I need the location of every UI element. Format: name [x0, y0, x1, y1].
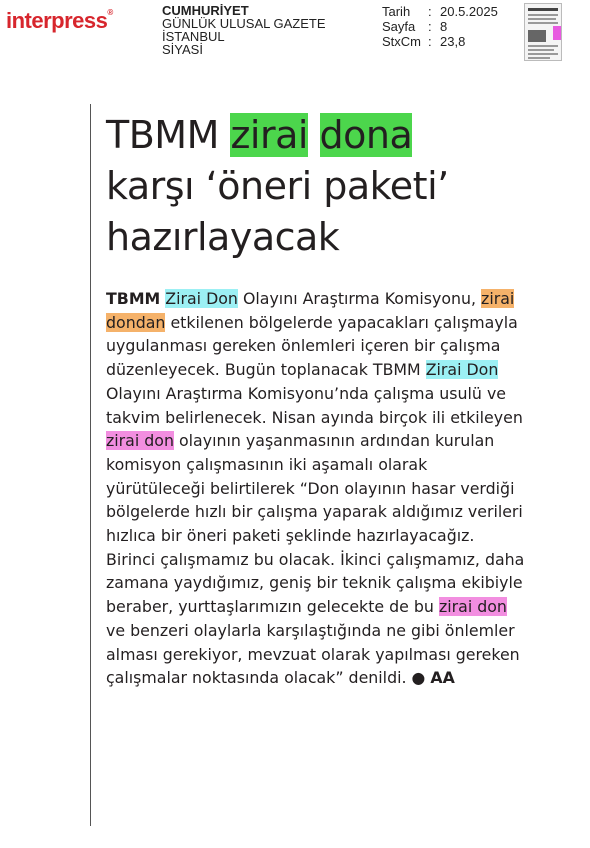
colon: : — [428, 34, 432, 49]
colon: : — [428, 4, 432, 19]
publication-city: İSTANBUL — [162, 29, 225, 44]
source-credit: AA — [430, 668, 455, 688]
date-row — [382, 4, 510, 19]
headline-space — [308, 113, 320, 157]
page-row — [382, 19, 510, 34]
body-text: Olayını Araştırma Komisyonu’nda çalışma usulü ve takvim belirlenecek. Nisan ayında birçok ili etkileyen — [106, 383, 523, 427]
lead-word: TBMM — [106, 289, 161, 308]
headline-line-3: hazırlayacak — [106, 215, 340, 259]
size-label: StxCm — [382, 34, 421, 49]
keyword-highlight: Zirai Don — [425, 360, 499, 380]
body-text: ve benzeri olaylarla karşılaştığında ne gibi önlemler alması gerekiyor, mevzuat olarak yapılması gereken çalışmalar noktasında olacak” denildi. — [106, 620, 520, 688]
body-text: Olayını Araştırma Komisyonu, — [237, 289, 482, 308]
bullet-icon: ● — [411, 668, 426, 688]
article-body — [106, 287, 526, 690]
size-value: 23,8 — [440, 34, 466, 49]
headline-part: TBMM — [106, 113, 231, 157]
headline-highlight: dona — [319, 113, 413, 157]
publication-category: SİYASİ — [162, 42, 203, 57]
column-rule — [90, 104, 91, 826]
date-value: 20.5.2025 — [440, 4, 498, 19]
headline-highlight: zirai — [230, 113, 308, 157]
publication-name: CUMHURİYET — [162, 3, 249, 18]
keyword-highlight: zirai dondan — [106, 289, 515, 332]
logo-text: interpress — [6, 8, 108, 33]
keyword-highlight: zirai don — [438, 597, 507, 617]
page-value: 8 — [440, 19, 448, 34]
keyword-highlight: zirai don — [106, 431, 174, 451]
publication-info — [162, 4, 326, 56]
body-text: etkilenen bölgelerde yapacakları çalışmayla uygulanması gereken önlemleri içeren bir çalışma düzenleyecek. Bugün toplanacak TBMM — [106, 312, 518, 380]
body-text: olayının yaşanmasının ardından kurulan komisyon çalışmasının iki aşamalı olarak yürütüleceği belirtilerek “Don olayının hasar verdiği bölgelerde hızlı bir çalışma yaparak aldığımız verileri hızlıca bir öneri paketi şeklinde hazırlayacağız. Birinci çalışmamız bu olacak. İkinci çalışmamız, daha zamana yaydığımız, geniş bir teknik çalışma ekibiyle beraber, yurttaşlarımızın gelecekte de bu — [106, 431, 525, 617]
page-thumbnail[interactable] — [524, 3, 562, 61]
publication-type: GÜNLÜK ULUSAL GAZETE — [162, 16, 326, 31]
keyword-highlight: Zirai Don — [165, 289, 238, 308]
clipping-details — [382, 4, 510, 49]
headline-line-2: karşı ‘öneri paketi’ — [106, 164, 449, 208]
colon: : — [428, 19, 432, 34]
article-headline — [106, 110, 576, 263]
date-label: Tarih — [382, 4, 411, 19]
registered-mark: ® — [107, 8, 113, 17]
size-row — [382, 34, 510, 49]
page-label: Sayfa — [382, 19, 416, 34]
interpress-logo — [6, 8, 113, 34]
